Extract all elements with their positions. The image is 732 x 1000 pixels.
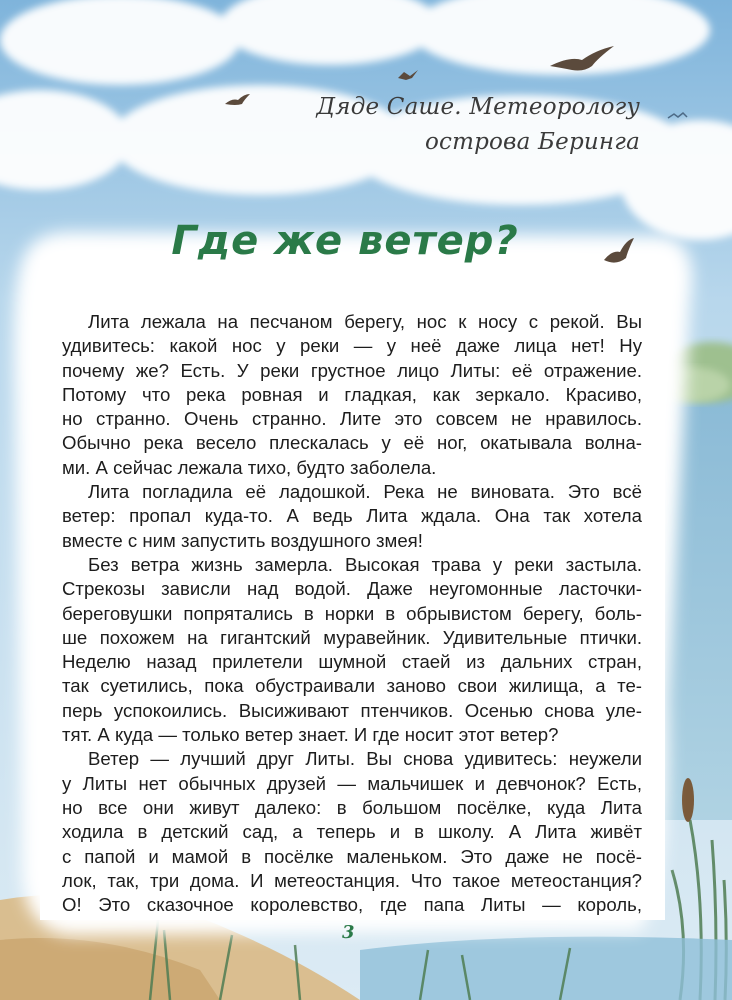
- text-line: Потому что река ровная и гладкая, как зеркало. Красиво,: [62, 383, 642, 405]
- text-line: Без ветра жизнь замерла. Высокая трава у реки застыла.: [88, 553, 642, 575]
- text-line: вместе с ним запустить воздушного змея!: [62, 529, 423, 551]
- paragraph: [62, 310, 642, 480]
- text-line: лок, так, три дома. И метеостанция. Что такое метеостанция?: [62, 869, 642, 891]
- text-line: О! Это сказочное королевство, где папа Литы — король,: [62, 894, 642, 916]
- text-line: перь успокоились. Высиживают птенчиков. Осенью снова уле-: [62, 699, 642, 721]
- dedication-epigraph: [316, 90, 640, 160]
- text-line: удивитесь: какой нос у реки — у неё даже лица нет! Ну: [62, 335, 642, 357]
- paragraph: [62, 480, 642, 553]
- text-line: ше похожем на гигантский муравейник. Удивительные птички.: [62, 626, 642, 648]
- paragraph: [62, 747, 642, 917]
- text-line: Обычно река весело плескалась у её ног, окатывала волна-: [62, 432, 642, 454]
- dedication-line: Дяде Саше. Метеорологу: [316, 94, 640, 120]
- text-line: но все они живут далеко: в большом посёлке, куда Лита: [62, 796, 642, 818]
- dedication-line: острова Беринга: [424, 129, 640, 155]
- text-line: Ветер — лучший друг Литы. Вы снова удивитесь: неужели: [88, 748, 642, 770]
- text-line: ходила в детский сад, а теперь и в школу. А Лита живёт: [62, 821, 642, 843]
- text-line: тят. А куда — только ветер знает. И где носит этот ветер?: [62, 724, 559, 746]
- paragraph: [62, 553, 642, 747]
- chapter-text: [62, 310, 642, 917]
- page-number: 3: [342, 922, 355, 943]
- text-line: Лита лежала на песчаном берегу, нос к носу с рекой. Вы: [88, 311, 642, 332]
- text-line: Стрекозы зависли над водой. Даже неугомонные ласточки-: [62, 578, 642, 600]
- text-line: ветер: пропал куда-то. А ведь Лита ждала. Она так хотела: [62, 505, 642, 527]
- text-line: у Литы нет обычных друзей — мальчишек и девчонок? Есть,: [62, 772, 642, 794]
- text-line: с папой и мамой в посёлке маленьком. Это даже не посё-: [62, 845, 642, 867]
- text-line: так суетились, пока обустраивали заново свои жилища, а те-: [62, 675, 642, 697]
- text-line: береговушки попрятались в норки в обрывистом берегу, боль-: [62, 602, 642, 624]
- text-line: ми. А сейчас лежала тихо, будто заболела.: [62, 456, 437, 478]
- chapter-title: Где же ветер?: [171, 218, 519, 264]
- text-line: почему же? Есть. У реки грустное лицо Литы: её отражение.: [62, 359, 642, 381]
- text-line: Неделю назад прилетели шумной стаей из дальних стран,: [62, 651, 642, 673]
- text-line: но странно. Очень странно. Лите это совсем не нравилось.: [62, 408, 642, 430]
- text-line: Лита погладила её ладошкой. Река не виновата. Это всё: [88, 481, 642, 503]
